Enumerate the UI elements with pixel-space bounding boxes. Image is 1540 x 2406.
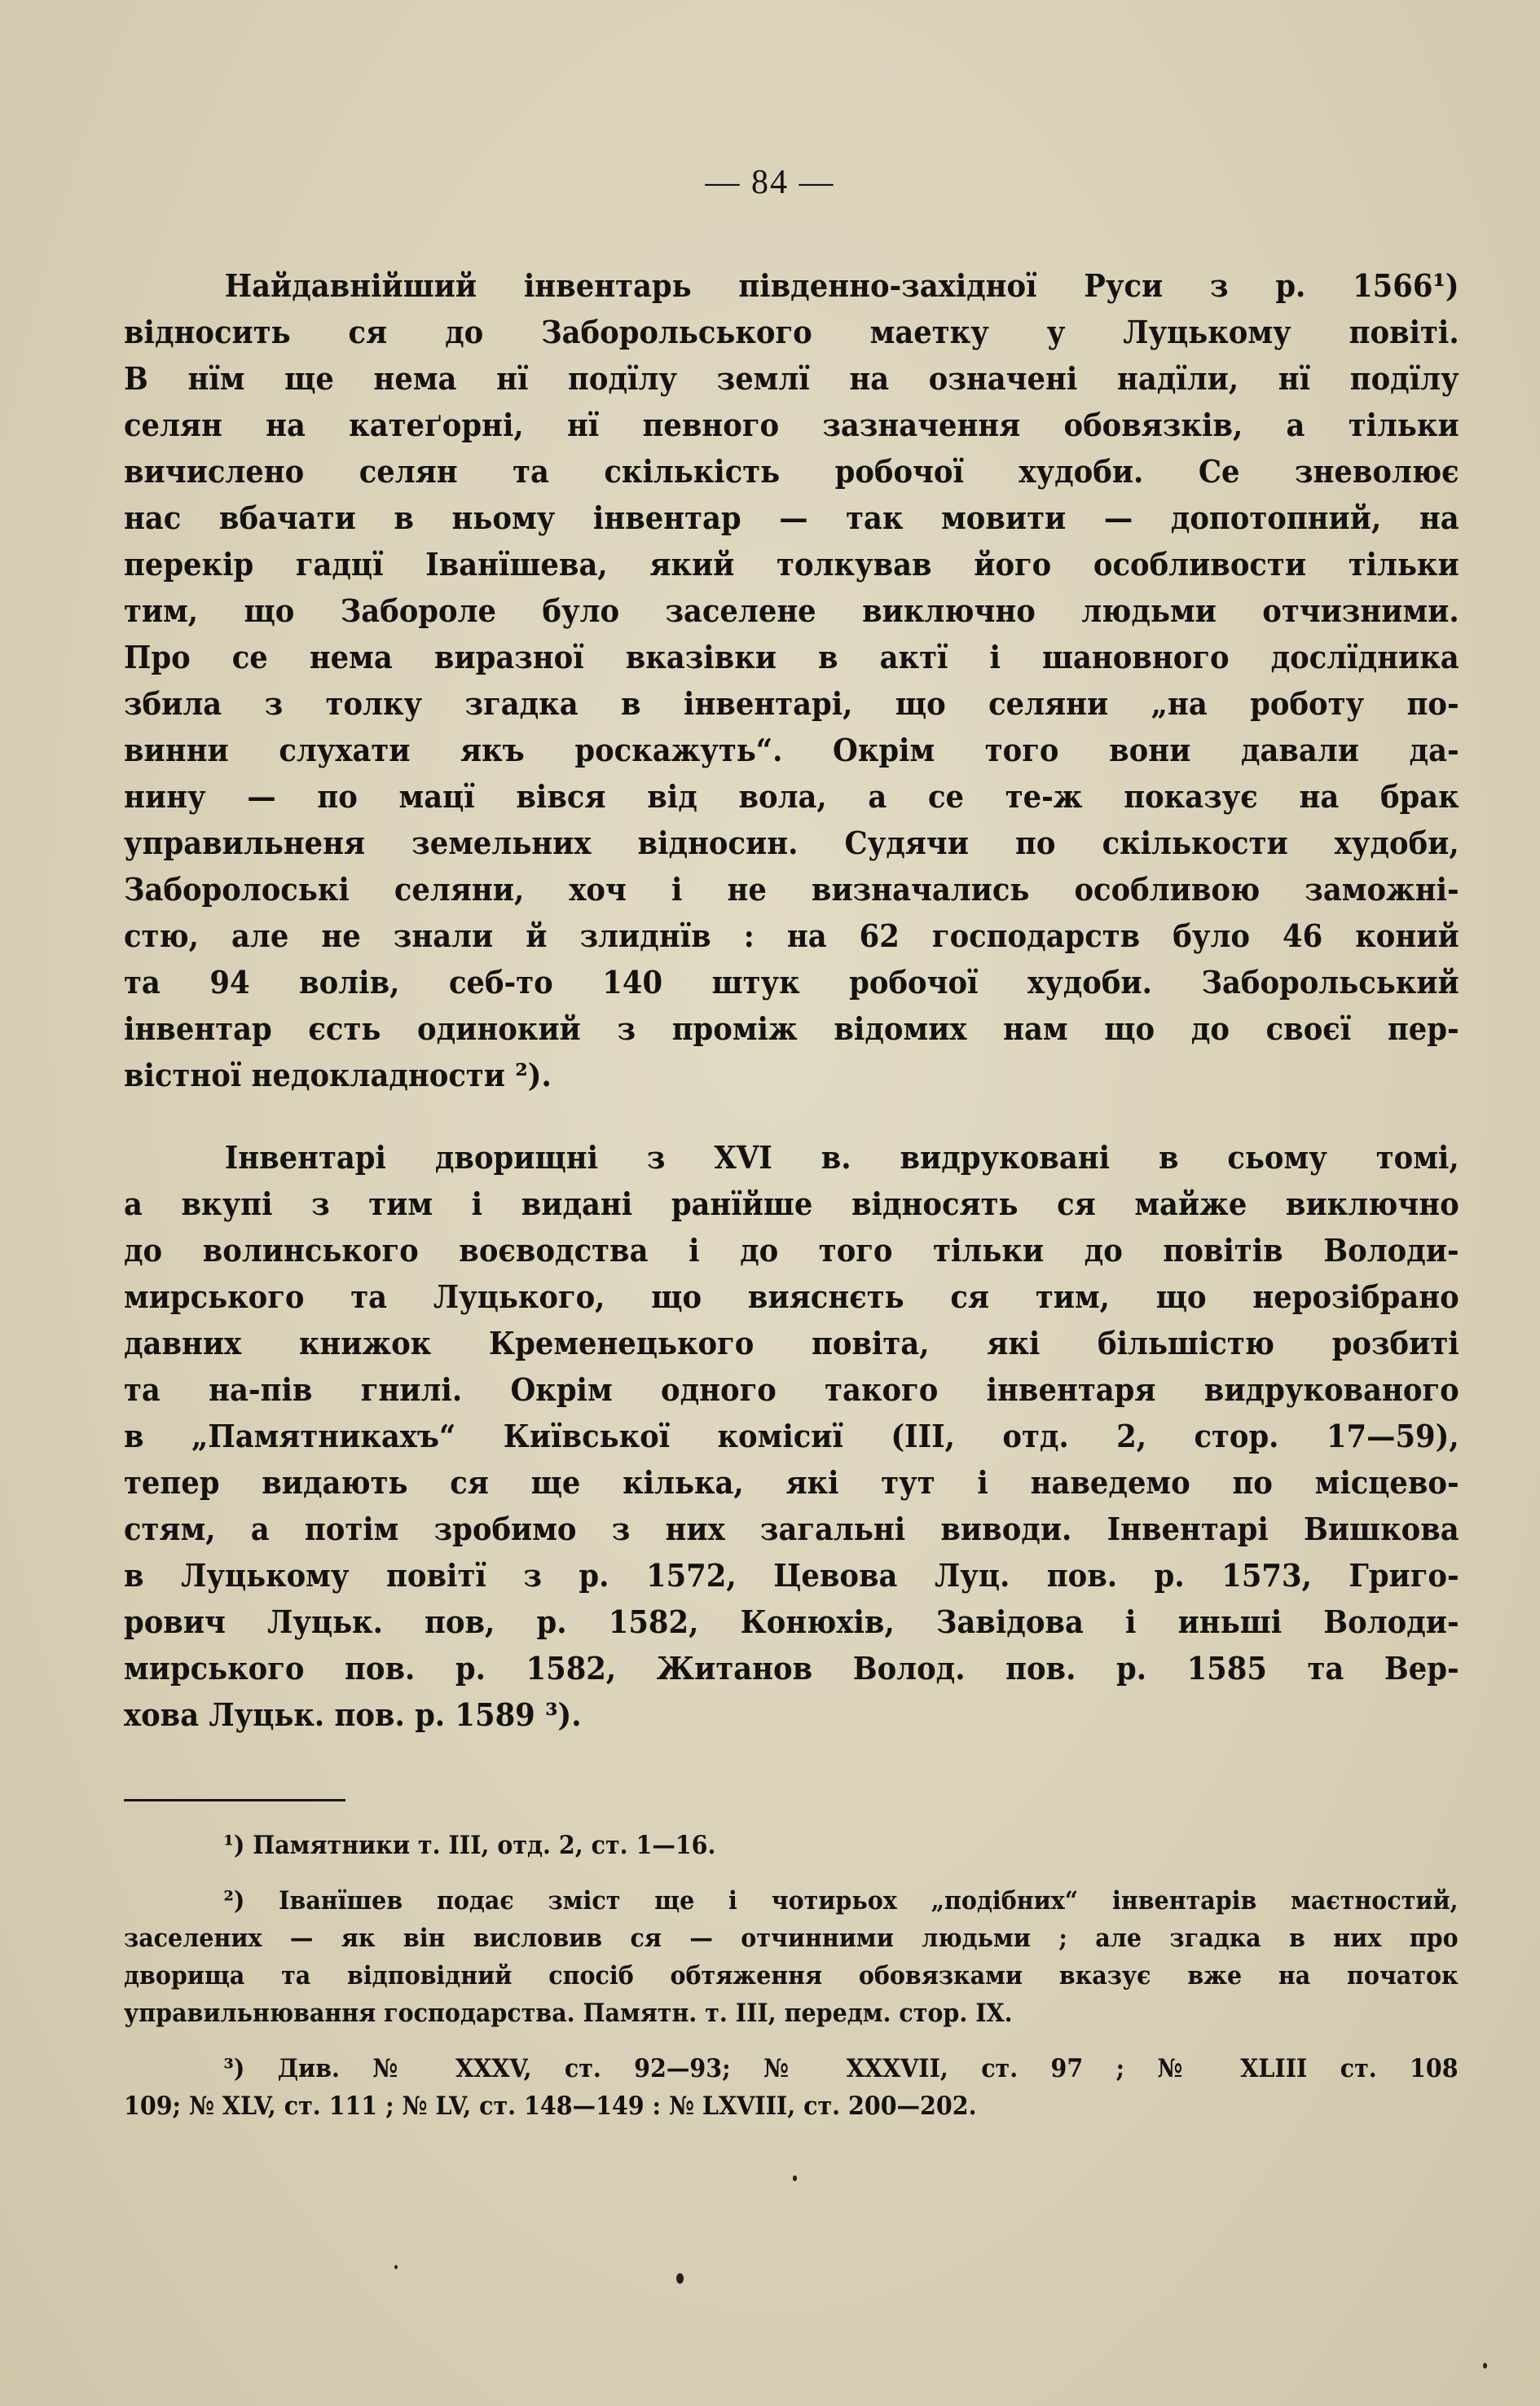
text-line: давних книжок Кременецького повіта, які більшістю розбиті (124, 1325, 1459, 1361)
text-line: селян на катеґорні, нї певного зазначення обовязків, а тільки (124, 407, 1459, 443)
footnote-line: дворища та відповідний спосіб обтяження обовязками вказує вже на початок (124, 1961, 1459, 1990)
body-text (124, 262, 1460, 1738)
footnote-spacer (124, 2032, 1460, 2050)
text-line: а вкупі з тим і видані ранїйше відносять ся майже виключно (124, 1185, 1459, 1222)
text-line: вичислено селян та скількість робочої худоби. Се зневолює (124, 453, 1459, 490)
text-line: та на-пів гнилі. Окрім одного такого інвентаря видрукованого (124, 1371, 1459, 1408)
paper-speck (676, 2273, 684, 2284)
text-line: в Луцькому повітї з р. 1572, Цевова Луц. пов. р. 1573, Григо- (124, 1557, 1459, 1594)
footnotes (124, 1827, 1460, 2125)
paragraph-2 (124, 1134, 1460, 1738)
text-line: та 94 волів, себ-то 140 штук робочої худоби. Заборольський (124, 964, 1459, 1001)
paragraph-1 (124, 262, 1460, 1098)
footnote-line: управильнювання господарства. Памятн. т. III, передм. стор. IX. (124, 1999, 1013, 2028)
text-line: стю, але не знали й злиднїв : на 62 господарств було 46 коний (124, 917, 1459, 954)
footnote-line: ²) Іванїшев подає зміст ще і чотирьох „подібних“ інвентарів маєтностий, (223, 1886, 1459, 1916)
footnote-line: ³) Див. № XXXV, ст. 92—93; № XXXVII, ст. 97 ; № XLIII ст. 108 (223, 2054, 1459, 2083)
text-line: в „Памятникахъ“ Київської комісиї (III, отд. 2, стор. 17—59), (124, 1418, 1459, 1454)
page-number: — 84 — (705, 164, 835, 201)
text-line: мирського та Луцького, що вияснєть ся тим, що нерозібрано (124, 1278, 1459, 1315)
paragraph-spacer (124, 1098, 1460, 1134)
text-line: інвентар єсть одинокий з проміж відомих нам що до своєї пер- (124, 1010, 1459, 1047)
text-line: перекір гадцї Іванїшева, який толкував його особливости тільки (124, 546, 1459, 583)
text-line: збила з толку згадка в інвентарі, що селяни „на роботу по- (124, 685, 1459, 722)
paper-speck (1483, 2363, 1487, 2369)
text-line: нас вбачати в ньому інвентар — так мовити — допотопний, на (124, 499, 1459, 536)
footnote-line: заселених — як він висловив ся — отчинними людьми ; але згадка в них про (124, 1924, 1459, 1953)
paper-speck (793, 2175, 797, 2181)
text-line: тепер видають ся ще кілька, які тут і наведемо по місцево- (124, 1464, 1459, 1501)
text-line: тим, що Забороле було заселене виключно людьми отчизними. (124, 592, 1459, 629)
footnote-line: ¹) Памятники т. III, отд. 2, ст. 1—16. (223, 1831, 716, 1860)
footnote-spacer (124, 1864, 1460, 1882)
text-line: вістної недокладности ²). (124, 1057, 552, 1093)
text-line: Заборолоські селяни, хоч і не визначались особливою заможні- (124, 871, 1459, 908)
text-line: мирського пов. р. 1582, Житанов Волод. пов. р. 1585 та Вер- (124, 1650, 1459, 1687)
text-line: винни слухати якъ роскажуть“. Окрім того вони давали да- (124, 732, 1459, 768)
footnote-1 (124, 1827, 1460, 1864)
text-line: управильненя земельних відносин. Судячи по скількости худоби, (124, 825, 1459, 861)
text-line: Про се нема виразної вказівки в актї і шановного дослїдника (124, 639, 1459, 675)
footnote-2 (124, 1882, 1460, 2032)
footnote-line: 109; № XLV, ст. 111 ; № LV, ст. 148—149 : № LXVIII, ст. 200—202. (124, 2092, 977, 2121)
text-line: Найдавнійший інвентарь південно-західної Руси з р. 1566¹) (224, 267, 1459, 304)
text-line: рович Луцьк. пов, р. 1582, Конюхів, Завідова і иньші Володи- (124, 1603, 1459, 1640)
text-line: відносить ся до Заборольського маетку у Луцькому повіті. (124, 314, 1459, 350)
text-line: хова Луцьк. пов. р. 1589 ³). (124, 1696, 582, 1733)
text-line: нину — по мацї вівся від вола, а се те-ж показує на брак (124, 778, 1459, 815)
text-line: до волинського воєводства і до того тільки до повітів Володи- (124, 1232, 1459, 1269)
text-line: стям, а потім зробимо з них загальні виводи. Інвентарі Вишкова (124, 1511, 1459, 1547)
footnote-separator (124, 1799, 345, 1801)
paper-speck (394, 2265, 398, 2269)
footnote-3 (124, 2050, 1460, 2125)
text-line: Інвентарі дворищні з XVI в. видруковані в сьому томі, (224, 1139, 1459, 1176)
text-line: В нїм ще нема нї подїлу землї на означені надїли, нї подїлу (124, 360, 1459, 397)
